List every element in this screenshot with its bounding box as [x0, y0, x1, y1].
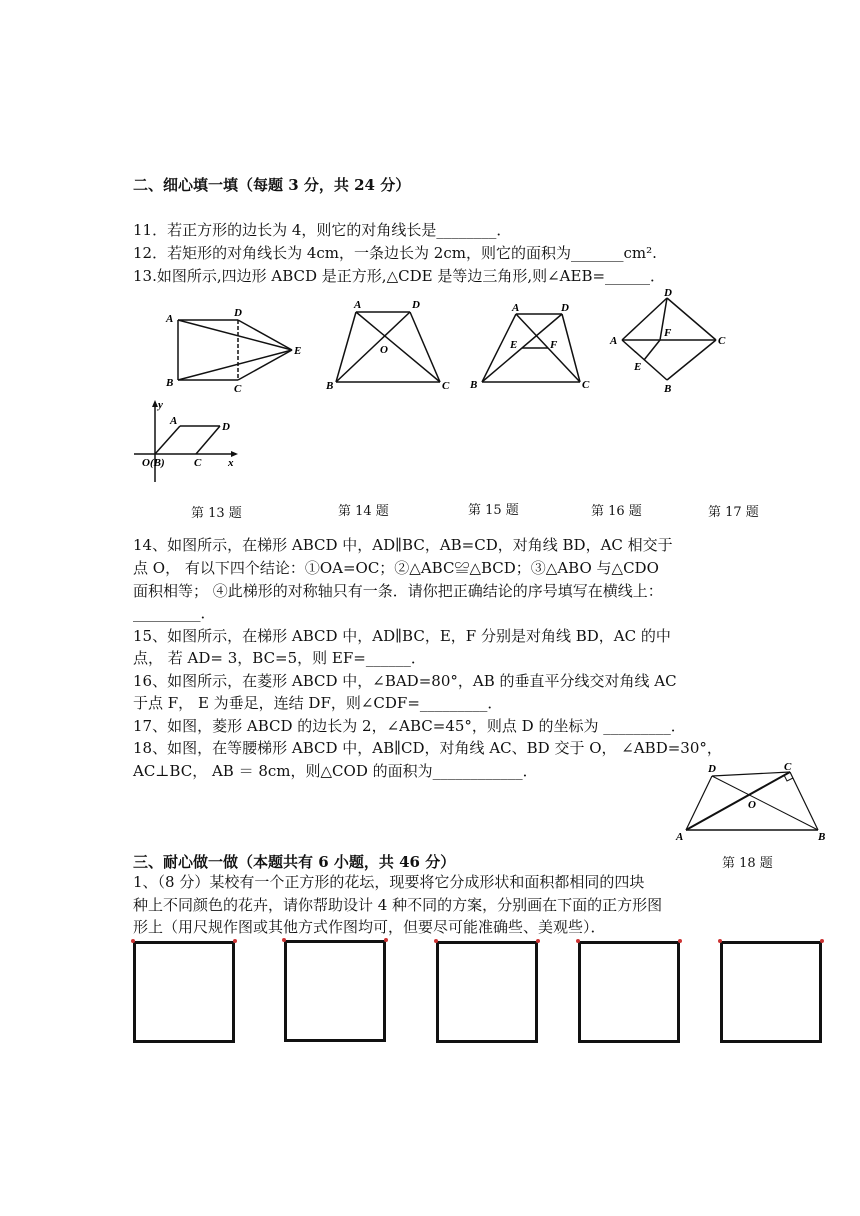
- caption-15: 第 15 题: [468, 503, 519, 518]
- label-a: A: [354, 299, 362, 311]
- label-e: E: [510, 339, 518, 351]
- figure-15: [468, 298, 598, 398]
- question-14-line-4: _________．: [133, 604, 216, 622]
- corner-dot: [678, 939, 682, 943]
- corner-dot: [434, 939, 438, 943]
- problem-1-line-2: 种上不同颜色的花卉，请你帮助设计 4 种不同的方案，分别画在下面的正方形图: [133, 896, 663, 914]
- figure-18: [672, 760, 842, 844]
- question-12: 12．若矩形的对角线长为 4cm，一条边长为 2cm，则它的面积为_______cm².: [133, 244, 657, 262]
- question-15-line-2: 点， 若 AD= 3，BC=5，则 EF=______．: [133, 649, 426, 667]
- label-d: D: [412, 299, 420, 311]
- corner-dot: [820, 939, 824, 943]
- caption-17: 第 17 题: [708, 505, 759, 520]
- label-f: F: [664, 327, 672, 339]
- label-c: C: [784, 761, 792, 773]
- label-x: x: [228, 457, 234, 469]
- drawing-square-2: [284, 940, 386, 1042]
- figure-13: [160, 300, 310, 400]
- label-a: A: [166, 313, 174, 325]
- question-18-line-2: AC⊥BC， AB ＝ 8cm，则△COD 的面积为____________．: [133, 762, 538, 780]
- label-f: F: [550, 339, 558, 351]
- label-d: D: [222, 421, 230, 433]
- corner-dot: [576, 939, 580, 943]
- label-o: O: [748, 799, 756, 811]
- drawing-square-4: [578, 941, 680, 1043]
- label-o: O: [380, 344, 388, 356]
- label-a: A: [610, 335, 618, 347]
- label-b: B: [166, 377, 174, 389]
- drawing-square-5: [720, 941, 822, 1043]
- corner-dot: [233, 939, 237, 943]
- label-c: C: [442, 380, 450, 392]
- question-13: 13.如图所示,四边形 ABCD 是正方形,△CDE 是等边三角形,则∠AEB=______．: [133, 267, 666, 285]
- label-c: C: [582, 379, 590, 391]
- question-14-line-1: 14、如图所示，在梯形 ABCD 中，AD∥BC，AB=CD，对角线 BD，AC 相交于: [133, 536, 673, 554]
- question-18-line-1: 18、如图，在等腰梯形 ABCD 中，AB∥CD，对角线 AC、BD 交于 O， ∠ABD=30°，: [133, 739, 722, 757]
- question-15-line-1: 15、如图所示，在梯形 ABCD 中，AD∥BC，E，F 分别是对角线 BD，AC 的中: [133, 627, 671, 645]
- drawing-square-1: [133, 941, 235, 1043]
- question-16-line-2: 于点 F， E 为垂足，连结 DF，则∠CDF=_________．: [133, 694, 503, 712]
- label-d: D: [234, 307, 242, 319]
- question-11: 11．若正方形的边长为 4，则它的对角线长是________．: [133, 221, 512, 239]
- corner-dot: [718, 939, 722, 943]
- label-b: B: [326, 380, 334, 392]
- caption-14: 第 14 题: [338, 504, 389, 519]
- label-b: B: [818, 831, 826, 843]
- question-16-line-1: 16、如图所示，在菱形 ABCD 中，∠BAD=80°，AB 的垂直平分线交对角线 AC: [133, 672, 677, 690]
- label-d: D: [664, 287, 672, 299]
- caption-16: 第 16 题: [591, 504, 642, 519]
- label-a: A: [512, 302, 520, 314]
- problem-1-line-3: 形上（用尺规作图或其他方式作图均可，但要尽可能准确些、美观些）．: [133, 918, 606, 936]
- label-e: E: [294, 345, 302, 357]
- corner-dot: [536, 939, 540, 943]
- figure-16: [604, 286, 734, 396]
- label-b: B: [470, 379, 478, 391]
- label-c: C: [194, 457, 202, 469]
- label-ob: O(B): [142, 457, 165, 469]
- label-y: y: [158, 399, 163, 411]
- question-17: 17、如图，菱形 ABCD 的边长为 2，∠ABC=45°，则点 D 的坐标为 _________．: [133, 717, 686, 735]
- corner-dot: [282, 938, 286, 942]
- label-a: A: [170, 415, 178, 427]
- label-c: C: [234, 383, 242, 395]
- drawing-square-3: [436, 941, 538, 1043]
- section-3-heading: 三、耐心做一做（本题共有 6 小题，共 46 分）: [133, 853, 456, 871]
- caption-13: 第 13 题: [191, 506, 242, 521]
- problem-1-line-1: 1、（8 分）某校有一个正方形的花坛，现要将它分成形状和面积都相同的四块: [133, 873, 645, 891]
- figure-17: [128, 396, 248, 486]
- label-c: C: [718, 335, 726, 347]
- label-d: D: [708, 763, 716, 775]
- question-14-line-2: 点 O， 有以下四个结论：①OA=OC；②△ABC≌△BCD；③△ABO 与△CDO: [133, 559, 659, 577]
- label-b: B: [664, 383, 672, 395]
- figure-14: [320, 296, 460, 396]
- label-e: E: [634, 361, 642, 373]
- corner-dot: [384, 938, 388, 942]
- section-2-heading: 二、细心填一填（每题 3 分，共 24 分）: [133, 176, 411, 194]
- label-a: A: [676, 831, 684, 843]
- question-14-line-3: 面积相等； ④此梯形的对称轴只有一条．请你把正确结论的序号填写在横线上：: [133, 582, 663, 600]
- label-d: D: [561, 302, 569, 314]
- caption-18: 第 18 题: [722, 856, 773, 871]
- corner-dot: [131, 939, 135, 943]
